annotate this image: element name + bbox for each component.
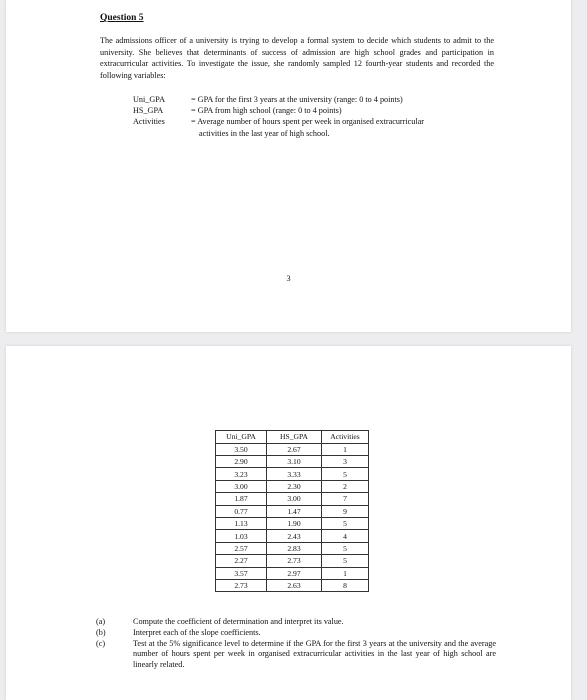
table-row [216, 443, 369, 455]
table-cell: 2.67 [267, 443, 322, 455]
table-cell: 2.83 [267, 542, 322, 554]
question-label: (a) [96, 617, 106, 626]
table-row [216, 567, 369, 579]
column-header: Uni_GPA [216, 431, 267, 444]
table-cell: 1.47 [267, 505, 322, 517]
table-cell: 1 [322, 567, 369, 579]
table-row [216, 455, 369, 467]
table-cell: 8 [322, 579, 369, 591]
table-cell: 1.87 [216, 493, 267, 505]
table-cell: 2.30 [267, 480, 322, 492]
table-row [216, 505, 369, 517]
table-row [216, 579, 369, 591]
table-cell: 3.50 [216, 443, 267, 455]
table-cell: 5 [322, 468, 369, 480]
table-cell: 2.63 [267, 579, 322, 591]
table-cell: 2.57 [216, 542, 267, 554]
data-table [215, 430, 369, 592]
table-cell: 2.73 [216, 579, 267, 591]
table-cell: 3 [322, 455, 369, 467]
column-header: Activities [322, 431, 369, 444]
table-cell: 3.57 [216, 567, 267, 579]
table-row [216, 468, 369, 480]
table-cell: 3.00 [267, 493, 322, 505]
question-item [96, 639, 496, 671]
table-row [216, 480, 369, 492]
variable-name: Uni_GPA [133, 95, 166, 104]
table-cell: 0.77 [216, 505, 267, 517]
question-list [96, 617, 496, 671]
table-body [216, 443, 369, 592]
question-item [96, 617, 496, 628]
table-cell: 2.27 [216, 555, 267, 567]
intro-paragraph: The admissions officer of a university is trying to develop a formal system to decide which students to admit to the university. She believes that determinants of success of admission are high school grades and participation in extracurricular activities. To investigate the issue, she randomly sampled 12 fourth-year students and recorded the following variables: [100, 36, 494, 80]
table-row [216, 517, 369, 529]
table-cell: 1.03 [216, 530, 267, 542]
variable-description: = GPA from high school (range: 0 to 4 points) [191, 106, 342, 116]
question-label: (c) [96, 638, 106, 648]
variable-name: Activities [133, 117, 165, 127]
table-cell: 5 [322, 555, 369, 567]
table-cell: 9 [322, 505, 369, 517]
variable-description-continued: activities in the last year of high school. [199, 128, 330, 138]
table-cell: 2.97 [267, 567, 322, 579]
table-row [216, 542, 369, 554]
variable-description: = GPA for the first 3 years at the university (range: 0 to 4 points) [191, 95, 403, 104]
table-cell: 2 [322, 480, 369, 492]
column-header: HS_GPA [267, 431, 322, 444]
table-cell: 1.90 [267, 517, 322, 529]
variable-description: = Average number of hours spent per week in organised extracurricular [191, 117, 425, 127]
page-number: 3 [286, 274, 291, 283]
question-title: Question 5 [100, 13, 144, 23]
table-row [216, 493, 369, 505]
table-cell: 2.90 [216, 455, 267, 467]
table-cell: 3.23 [216, 468, 267, 480]
table-cell: 1 [322, 443, 369, 455]
table-header-row [216, 431, 369, 444]
table-cell: 5 [322, 517, 369, 529]
question-text: Interpret each of the slope coefficients. [133, 627, 261, 637]
question-text: Compute the coefficient of determination and interpret its value. [133, 617, 344, 626]
table-cell: 4 [322, 530, 369, 542]
question-text: Test at the 5% significance level to determine if the GPA for the first 3 years at the university and the average number of hours spent per week in organised extracurricular activities in the last year of high school are linearly related. [133, 638, 496, 670]
table-cell: 5 [322, 542, 369, 554]
table-cell: 2.43 [267, 530, 322, 542]
question-item [96, 628, 496, 639]
variable-name: HS_GPA [133, 106, 164, 116]
table-row [216, 555, 369, 567]
question-label: (b) [96, 627, 106, 637]
document-page-1 [6, 0, 571, 332]
table-row [216, 530, 369, 542]
table-cell: 2.73 [267, 555, 322, 567]
table-cell: 1.13 [216, 517, 267, 529]
table-cell: 3.00 [216, 480, 267, 492]
table-cell: 7 [322, 493, 369, 505]
document-page-2 [6, 346, 571, 700]
table-cell: 3.33 [267, 468, 322, 480]
table-cell: 3.10 [267, 455, 322, 467]
